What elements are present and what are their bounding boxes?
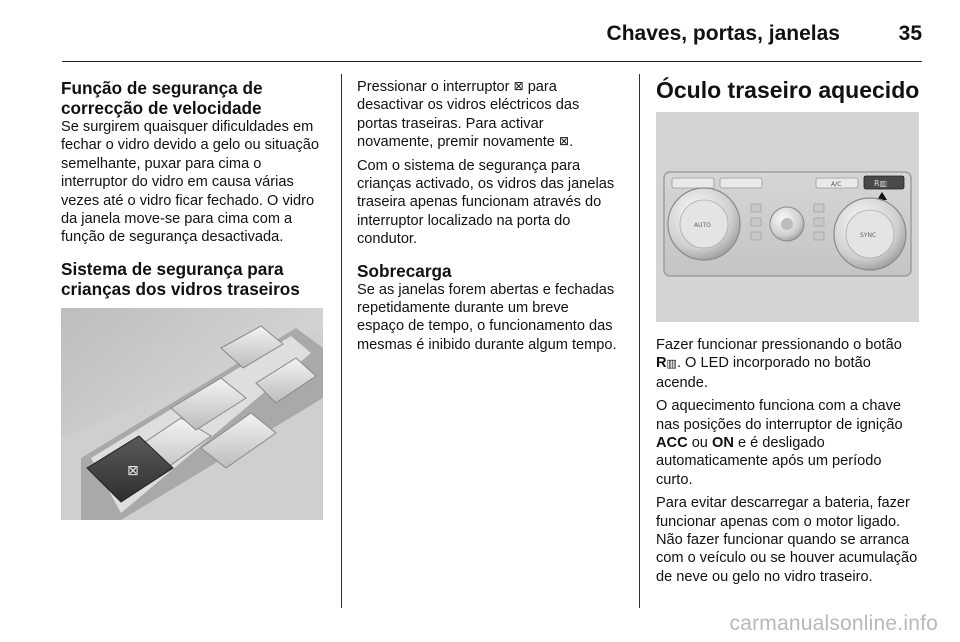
window-switch-illustration (61, 308, 323, 520)
page-header (62, 0, 922, 62)
svg-text:SYNC: SYNC (860, 232, 877, 239)
svg-text:⊠: ⊠ (127, 462, 139, 479)
climate-control-illustration (656, 112, 919, 322)
svg-text:R▥: R▥ (874, 179, 888, 188)
running-title: Chaves, portas, janelas (606, 22, 840, 45)
heading-child-safety: Sistema de segurança para crianças dos vidros traseiros (61, 258, 300, 299)
heading-overload: Sobrecarga (357, 260, 452, 281)
paragraph-defrost-battery: Para evitar descarregar a bateria, fazer funcionar apenas com o motor ligado. Não fazer funcionar quando se arranca com o veículo ou se houver acumulação de neve ou gelo no vidro traseiro. (656, 495, 918, 585)
paragraph-defrost-operation: Fazer funcionar pressionando o botão R▥. O LED incorporado no botão acende. (656, 337, 902, 391)
watermark: carmanualsonline.info (729, 612, 938, 635)
paragraph-child-lock-active: Com o sistema de segurança para crianças activado, os vidros das janelas traseira apenas funcionam através do interruptor localizado na porta do condutor. (357, 157, 615, 248)
rear-window-defrost-icon: R▥ (656, 355, 677, 372)
child-lock-window-icon: ⊠ (513, 79, 524, 93)
column-divider-2 (639, 74, 640, 608)
svg-text:AUTO: AUTO (694, 222, 711, 229)
paragraph-overload: Se as janelas forem abertas e fechadas repetidamente durante um breve espaço de tempo, o funcionamento das mesmas é inibido durante algum tempo. (357, 281, 617, 353)
rear-defrost-button (864, 176, 904, 189)
child-lock-window-icon-2: ⊠ (559, 134, 570, 149)
column-divider-1 (341, 74, 342, 608)
column-3 (656, 76, 922, 586)
heading-rear-window-heated: Óculo traseiro aquecido (656, 77, 920, 103)
svg-text:A/C: A/C (831, 181, 842, 188)
column-2 (357, 78, 617, 354)
page-number: 35 (898, 22, 922, 45)
paragraph-child-lock: Pressionar o interruptor ⊠ para desactivar os vidros eléctricos das portas traseiras. Para activar novamente, premir novamente ⊠. (357, 79, 580, 151)
paragraph-speed-safety: Se surgirem quaisquer dificuldades em fechar o vidro devido a gelo ou situação semelhante, puxar para cima o interruptor do vidro em causa várias vezes até o vidro ficar fechado. O vidro da janela move-se para cima com a função de segurança desactivada. (61, 119, 319, 246)
left-knob (668, 188, 740, 260)
paragraph-defrost-ignition: O aquecimento funciona com a chave nas posições do interruptor de ignição ACC ou ON e é desligado automaticamente após um período curto. (656, 398, 903, 488)
heading-speed-safety: Função de segurança de correcção de velocidade (61, 78, 263, 118)
column-1 (61, 78, 327, 520)
right-knob (834, 198, 906, 270)
